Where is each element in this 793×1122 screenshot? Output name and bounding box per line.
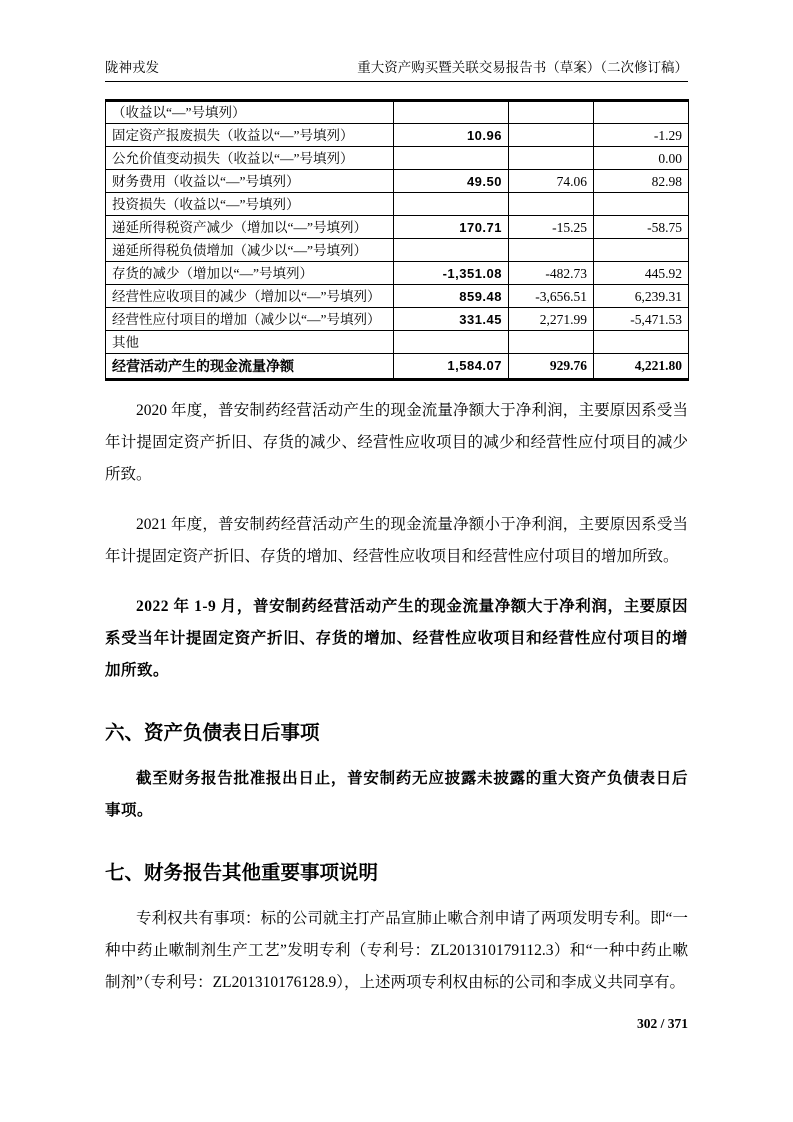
row-value	[509, 331, 594, 354]
row-value: 2,271.99	[509, 308, 594, 331]
row-label: 固定资产报废损失（收益以“—”号填列）	[106, 124, 394, 147]
row-value: 1,584.07	[394, 354, 509, 380]
row-label: 经营性应收项目的减少（增加以“—”号填列）	[106, 285, 394, 308]
section-heading-other-important-matters: 七、财务报告其他重要事项说明	[105, 862, 379, 884]
row-value	[594, 239, 689, 262]
row-label: 其他	[106, 331, 394, 354]
table-row	[106, 354, 689, 380]
row-label: 递延所得税负债增加（减少以“—”号填列）	[106, 239, 394, 262]
paragraph-2022: 2022 年 1-9 月，普安制药经营活动产生的现金流量净额大于净利润，主要原因系受当年计提固定资产折旧、存货的增加、经营性应收项目和经营性应付项目的增加所致。	[105, 598, 688, 679]
row-value	[509, 147, 594, 170]
row-value	[509, 193, 594, 216]
row-label: 公允价值变动损失（收益以“—”号填列）	[106, 147, 394, 170]
row-value	[509, 101, 594, 124]
row-value	[394, 193, 509, 216]
row-value	[509, 124, 594, 147]
row-value: -5,471.53	[594, 308, 689, 331]
row-value: -3,656.51	[509, 285, 594, 308]
row-value: 6,239.31	[594, 285, 689, 308]
header-company-name: 陇神戎发	[105, 60, 159, 75]
row-value	[394, 239, 509, 262]
table-row	[106, 147, 689, 170]
row-label: 经营活动产生的现金流量净额	[106, 354, 394, 380]
row-value	[594, 193, 689, 216]
row-label: 递延所得税资产减少（增加以“—”号填列）	[106, 216, 394, 239]
table-row	[106, 331, 689, 354]
page-number: 302 / 371	[636, 1016, 688, 1031]
cash-flow-adjustment-table	[105, 99, 689, 381]
paragraph-patent-rights: 专利权共有事项：标的公司就主打产品宣肺止嗽合剂申请了两项发明专利。即“一种中药止嗽制剂生产工艺”发明专利（专利号：ZL201310179112.3）和“一种中药止嗽制剂”（专利号：ZL201310176128.9），上述两项专利权由标的公司和李成义共同享有。	[105, 910, 688, 991]
row-label: 经营性应付项目的增加（减少以“—”号填列）	[106, 308, 394, 331]
row-value: -15.25	[509, 216, 594, 239]
row-value	[394, 101, 509, 124]
row-value	[394, 331, 509, 354]
row-value: -1,351.08	[394, 262, 509, 285]
row-value: 74.06	[509, 170, 594, 193]
row-label: （收益以“—”号填列）	[106, 101, 394, 124]
table-row	[106, 193, 689, 216]
row-value: -58.75	[594, 216, 689, 239]
table-body	[106, 101, 689, 380]
table-row	[106, 308, 689, 331]
row-value: 49.50	[394, 170, 509, 193]
paragraph-2021: 2021 年度，普安制药经营活动产生的现金流量净额小于净利润，主要原因系受当年计提固定资产折旧、存货的增加、经营性应收项目和经营性应付项目的增加所致。	[105, 516, 688, 565]
row-value	[594, 101, 689, 124]
row-value	[509, 239, 594, 262]
table-row	[106, 262, 689, 285]
row-value	[394, 147, 509, 170]
table-row	[106, 170, 689, 193]
table-row	[106, 239, 689, 262]
header-report-title: 重大资产购买暨关联交易报告书（草案）（二次修订稿）	[357, 60, 688, 75]
row-label: 投资损失（收益以“—”号填列）	[106, 193, 394, 216]
row-value: -482.73	[509, 262, 594, 285]
page-header	[105, 56, 688, 82]
row-value: 859.48	[394, 285, 509, 308]
table-row	[106, 216, 689, 239]
table-row	[106, 285, 689, 308]
row-value	[594, 331, 689, 354]
table-row	[106, 101, 689, 124]
row-value: 170.71	[394, 216, 509, 239]
row-label: 存货的减少（增加以“—”号填列）	[106, 262, 394, 285]
section-heading-balance-sheet-events: 六、资产负债表日后事项	[105, 722, 320, 744]
row-value: 0.00	[594, 147, 689, 170]
row-value: 445.92	[594, 262, 689, 285]
paragraph-balance-sheet-events: 截至财务报告批准报出日止，普安制药无应披露未披露的重大资产负债表日后事项。	[105, 770, 688, 819]
row-value: 10.96	[394, 124, 509, 147]
row-value: 4,221.80	[594, 354, 689, 380]
row-value: 929.76	[509, 354, 594, 380]
row-label: 财务费用（收益以“—”号填列）	[106, 170, 394, 193]
row-value: 331.45	[394, 308, 509, 331]
paragraph-2020: 2020 年度，普安制药经营活动产生的现金流量净额大于净利润，主要原因系受当年计提固定资产折旧、存货的减少、经营性应收项目的减少和经营性应付项目的减少所致。	[105, 402, 688, 483]
row-value: -1.29	[594, 124, 689, 147]
row-value: 82.98	[594, 170, 689, 193]
table-row	[106, 124, 689, 147]
